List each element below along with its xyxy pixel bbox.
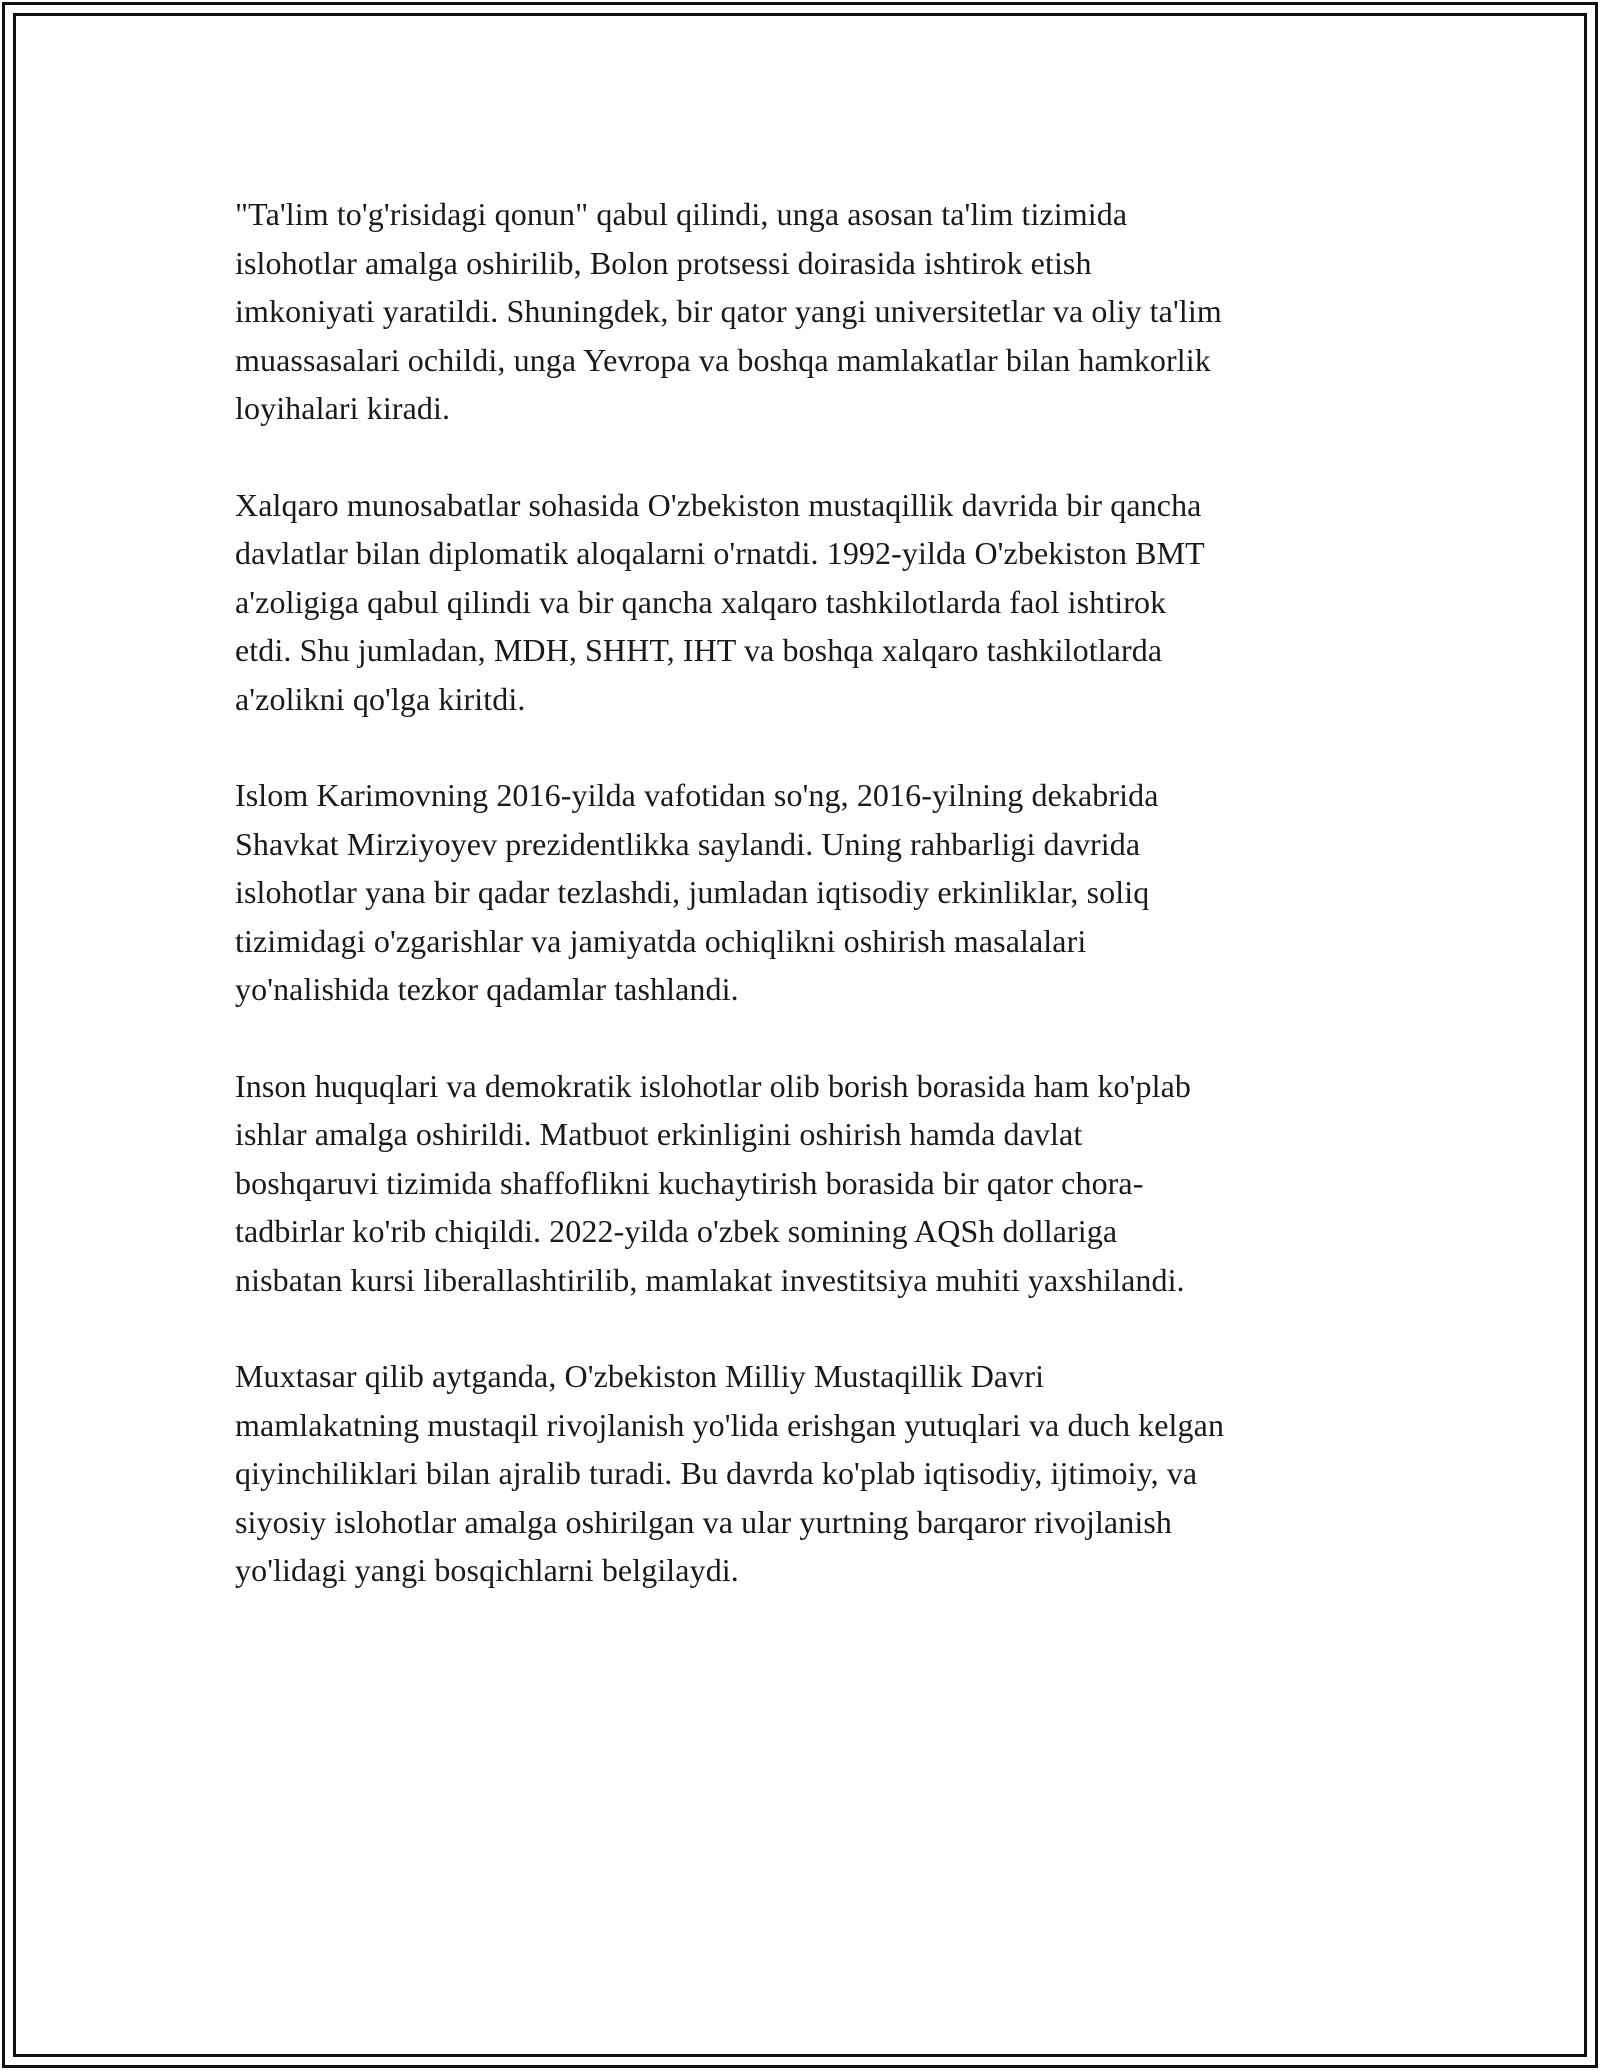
paragraph-human-rights-reforms: Inson huquqlari va demokratik islohotlar olib borish borasida ham ko'plab ishlar amalga oshirildi. Matbuot erkinligini oshirish hamda davlat boshqaruvi tizimida shaffoflikni kuchaytirish borasida bir qator chora- tadbirlar ko'rib chiqildi. 2022-yilda o'zbek somining AQSh dollariga nisbatan kursi liberallashtirilib, mamlakat investitsiya muhiti yaxshilandi. [235,1067,1192,1298]
document-body [235,190,1375,1643]
paragraph-international-relations: Xalqaro munosabatlar sohasida O'zbekiston mustaqillik davrida bir qancha davlatlar bilan diplomatik aloqalarni o'rnatdi. 1992-yilda O'zbekiston BMT a'zoligiga qabul qilindi va bir qancha xalqaro tashkilotlarda faol ishtirok etdi. Shu jumladan, MDH, SHHT, IHT va boshqa xalqaro tashkilotlarda a'zolikni qo'lga kiritdi. [235,486,1205,717]
paragraph-conclusion: Muxtasar qilib aytganda, O'zbekiston Milliy Mustaqillik Davri mamlakatning mustaqil rivojlanish yo'lida erishgan yutuqlari va duch kelgan qiyinchiliklari bilan ajralib turadi. Bu davrda ko'plab iqtisodiy, ijtimoiy, va siyosiy islohotlar amalga oshirilgan va ular yurtning barqaror rivojlanish yo'lidagi yangi bosqichlarni belgilaydi. [235,1358,1225,1588]
paragraph-education-law: "Ta'lim to'g'risidagi qonun" qabul qilindi, unga asosan ta'lim tizimida islohotlar amalga oshirilib, Bolon protsessi doirasida ishtirok etish imkoniyati yaratildi. Shuningdek, bir qator yangi universitetlar va oliy ta'lim muassasalari ochildi, unga Yevropa va boshqa mamlakatlar bilan hamkorlik loyihalari kiradi. [235,196,1222,426]
paragraph-mirziyoyev-presidency: Islom Karimovning 2016-yilda vafotidan so'ng, 2016-yilning dekabrida Shavkat Mirziyoyev prezidentlikka saylandi. Uning rahbarligi davrida islohotlar yana bir qadar tezlashdi, jumladan iqtisodiy erkinliklar, soliq tizimidagi o'zgarishlar va jamiyatda ochiqlikni oshirish masalalari yo'nalishida tezkor qadamlar tashlandi. [235,777,1159,1007]
